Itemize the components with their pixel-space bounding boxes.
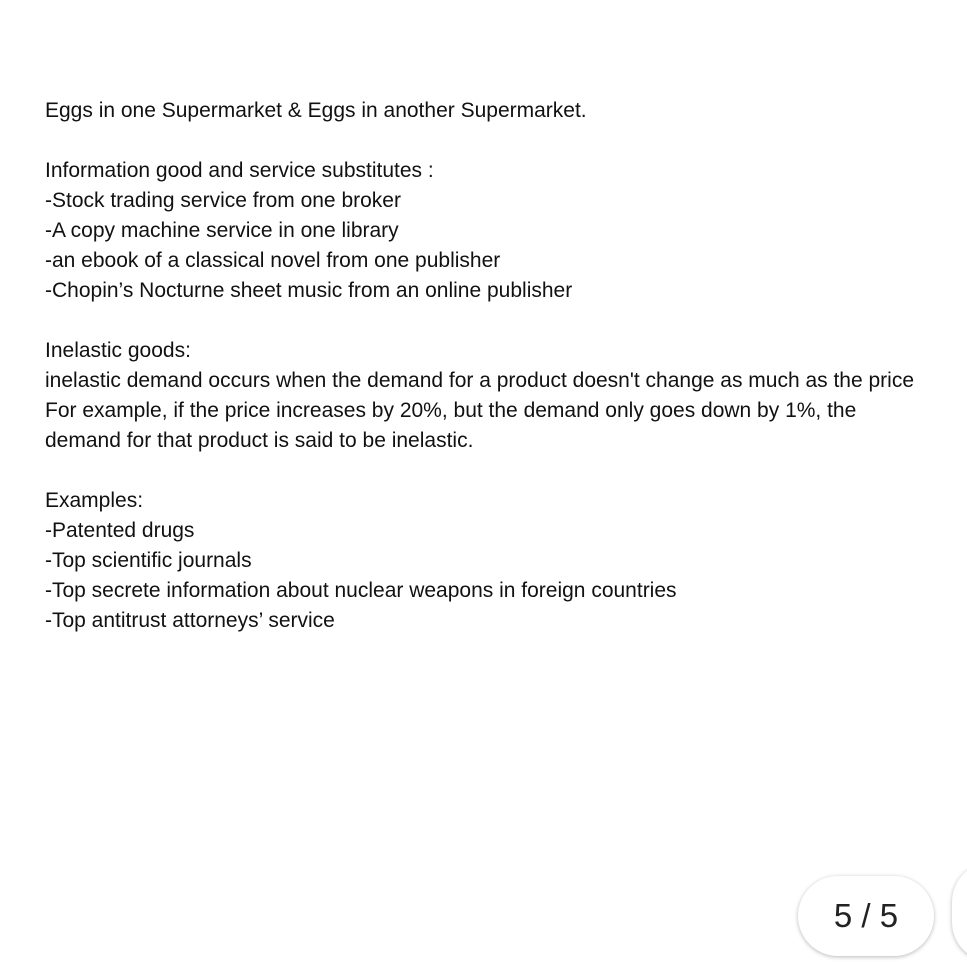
substitute-item: -Chopin’s Nocturne sheet music from an online publisher [45,279,573,302]
next-page-button[interactable] [952,862,967,962]
paragraph-gap [45,306,967,336]
substitute-item: -A copy machine service in one library [45,219,399,242]
inelastic-text-line: inelastic demand occurs when the demand for a product doesn't change as much as the price [45,369,915,392]
substitutes-heading: Information good and service substitutes : [45,159,434,182]
example-item: -Top scientific journals [45,549,252,572]
inelastic-heading: Inelastic goods: [45,339,191,362]
inelastic-text-line: For example, if the price increases by 20%, but the demand only goes down by 1%, the [45,399,857,422]
example-item: -Patented drugs [45,519,195,542]
inelastic-text-line: demand for that product is said to be inelastic. [45,429,474,452]
document-page [45,96,967,636]
substitute-item: -Stock trading service from one broker [45,189,401,212]
examples-heading: Examples: [45,489,144,512]
document-line: Eggs in one Supermarket & Eggs in another Supermarket. [45,99,587,122]
substitute-item: -an ebook of a classical novel from one publisher [45,249,501,272]
paragraph-gap [45,456,967,486]
paragraph-gap [45,126,967,156]
example-item: -Top secrete information about nuclear weapons in foreign countries [45,579,677,602]
page-indicator[interactable] [798,876,934,956]
page-indicator-label: 5 / 5 [833,897,899,934]
example-item: -Top antitrust attorneys’ service [45,609,335,632]
